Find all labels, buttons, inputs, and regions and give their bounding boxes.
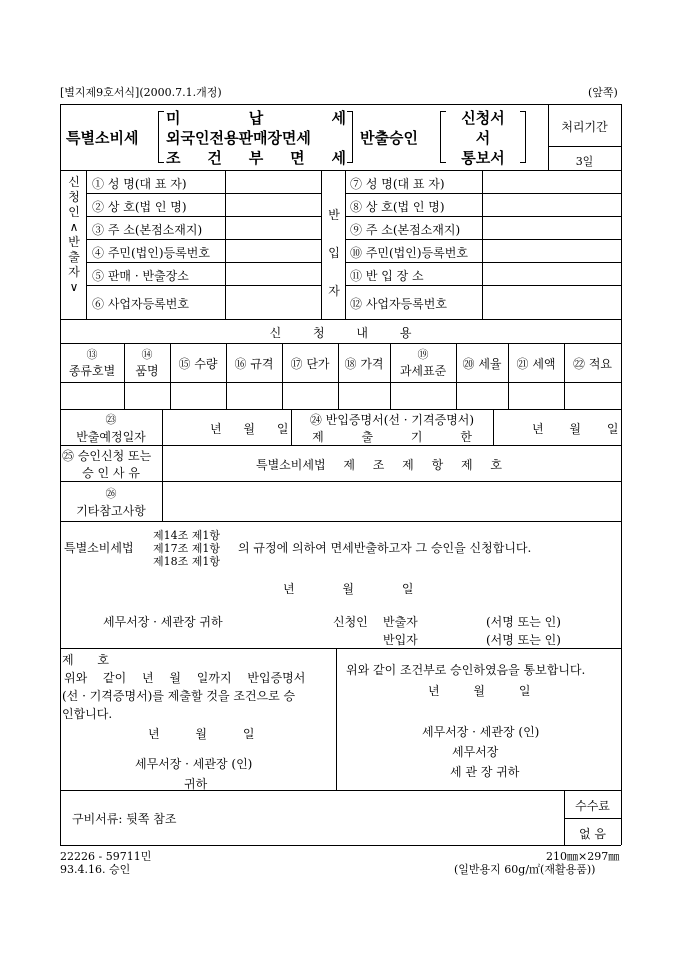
border [482,170,483,319]
col-17-header: ⑰ 단가 [290,357,330,371]
applicant-label: 신청인 [333,615,368,629]
border [162,445,163,521]
border [282,343,283,409]
importer-side-label: 반 입 자 [328,208,340,298]
border [86,170,87,319]
form-code: 22226 - 59711민 [60,850,152,863]
row-24-label-line2: 제 출 기 한 [312,430,472,444]
border [86,285,321,286]
page-side-label: (앞쪽) [588,86,618,99]
importer-field-business-no: ⑫ 사업자등록번호 [350,297,447,311]
border [564,818,621,819]
declaration-law: 특별소비세법 [64,541,134,555]
row-23-number: ㉓ [105,413,117,426]
title-middle: 반출승인 [360,129,418,147]
required-documents: 구비서류: 뒷쪽 참조 [72,812,177,826]
content-header: 신 청 내 용 [269,326,412,340]
applicant-field-reg-no: ④ 주민(법인)등록번호 [92,246,210,260]
border [345,239,621,240]
approval-right-to2: 세 관 장 귀하 [450,765,520,779]
departure-date: 년 월 일 [210,422,289,436]
border [60,445,621,446]
col-14-number: ⑭ [141,348,153,361]
row-26-label: 기타참고사항 [76,504,146,518]
importer-field-name: ⑦ 성 명(대 표 자) [350,177,445,191]
importer-label: 반입자 [383,633,418,647]
bracket [158,111,164,163]
declaration-article-1: 제14조 제1항 [153,529,220,542]
border [60,319,621,320]
border [170,343,171,409]
border [345,262,621,263]
border [548,146,621,147]
border [345,193,621,194]
border [345,170,346,319]
border [60,845,621,846]
border [60,481,621,482]
bracket [347,111,353,163]
border [86,193,321,194]
bracket [440,111,446,163]
border [321,170,322,319]
col-20-header: ⑳ 세율 [462,357,502,371]
title-option-2: 외국인전용판매장면세 [166,129,311,147]
col-13-header: 종류호별 [68,364,116,378]
border [60,648,621,649]
border [162,409,163,445]
border [60,170,621,171]
col-22-header: ㉒ 적요 [573,357,612,371]
col-18-header: ⑱ 가격 [344,357,384,371]
declaration-article-2: 제17조 제1항 [153,542,220,555]
border [60,343,621,344]
row-23-label: 반출예정일자 [76,430,146,444]
border [225,170,226,319]
approval-right-signer: 세무서장 · 세관장 (인) [422,725,540,739]
border [564,343,565,409]
approval-left-signer: 세무서장 · 세관장 (인) [135,757,253,771]
importer-field-place: ⑪ 반 입 장 소 [350,269,424,283]
exporter-signature: (서명 또는 인) [486,615,561,629]
title-select-1: 신청서 [461,109,505,127]
row-24-label-line1: ㉔ 반입증명서(선 · 기격증명서) [309,413,475,427]
title-prefix: 특별소비세 [66,129,139,147]
approval-reason: 특별소비세법 제 조 제 항 제 호 [256,458,502,472]
approval-number: 제 호 [62,653,109,667]
border [86,262,321,263]
col-13-number: ⑬ [86,348,98,361]
processing-period-value: 3일 [575,155,594,168]
border [86,216,321,217]
importer-field-address: ⑨ 주 소(본점소재지) [350,223,461,237]
applicant-field-company: ② 상 호(법 인 명) [92,200,187,214]
border [60,382,621,383]
col-19-number: ⑲ [417,348,429,361]
importer-field-company: ⑧ 상 호(법 인 명) [350,200,445,214]
border [336,648,337,790]
processing-period-label: 처리기간 [561,120,608,134]
form-number: [별지제9호서식](2000.7.1.개정) [60,86,222,99]
applicant-field-business-no: ⑥ 사업자등록번호 [92,297,189,311]
title-select-3: 통보서 [461,149,505,167]
title-option-1: 미 납 세 [166,109,346,127]
col-21-header: ㉑ 세액 [516,357,556,371]
border [508,343,509,409]
approval-left-date: 년 월 일 [148,727,255,741]
border [493,409,494,445]
border [456,343,457,409]
title-option-3: 조 건 부 면 세 [166,149,346,167]
paper-type: (일반용지 60g/㎡(재활용품)) [454,863,596,876]
row-25-label-line2: 승 인 사 유 [82,466,140,480]
approval-right-to1: 세무서장 [452,745,499,759]
col-15-header: ⑮ 수량 [178,357,218,371]
approval-right-date: 년 월 일 [428,684,531,698]
approval-left-line3: 인합니다. [62,707,113,721]
border [621,104,622,845]
border [60,104,621,105]
row-26-number: ㉖ [105,487,117,500]
certificate-deadline: 년 월 일 [532,422,619,436]
importer-field-reg-no: ⑩ 주민(법인)등록번호 [350,246,468,260]
paper-size: 210㎜×297㎜ [546,850,620,863]
border [60,790,621,791]
bracket [520,111,526,163]
approval-left-line2: (선 · 기격증명서)를 제출할 것을 조건으로 승 [62,689,296,703]
border [345,216,621,217]
declaration-addressee: 세무서장 · 세관장 귀하 [103,615,223,629]
col-19-header: 과세표준 [399,364,447,378]
exporter-label: 반출자 [383,615,418,629]
approval-left-line1: 위와 같이 년 월 일까지 반입증명서 [64,671,306,685]
border [86,239,321,240]
border [226,343,227,409]
declaration-text: 의 규정에 의하여 면세반출하고자 그 승인을 신청합니다. [238,541,532,555]
applicant-field-address: ③ 주 소(본점소재지) [92,223,203,237]
approval-date-code: 93.4.16. 승인 [60,863,131,876]
applicant-field-place: ⑤ 판매 · 반출장소 [92,269,189,283]
approval-right-line1: 위와 같이 조건부로 승인하였음을 통보합니다. [346,663,586,677]
applicant-field-name: ① 성 명(대 표 자) [92,177,187,191]
title-select-2: 서 [475,129,491,147]
importer-signature: (서명 또는 인) [486,633,561,647]
row-25-label-line1: ㉕ 승인신청 또는 [62,449,152,463]
declaration-date: 년 월 일 [283,582,414,596]
col-16-header: ⑯ 규격 [234,357,274,371]
border [345,285,621,286]
approval-left-to: 귀하 [184,777,208,791]
border [60,521,621,522]
fee-value: 없 음 [579,827,606,841]
border [60,409,621,410]
col-14-header: 품명 [135,364,159,378]
applicant-side-label: 신 청 인 ∧ 반 출 자 ∨ [68,175,80,294]
border [338,343,339,409]
fee-label: 수수료 [575,799,610,813]
declaration-article-3: 제18조 제1항 [153,555,220,568]
